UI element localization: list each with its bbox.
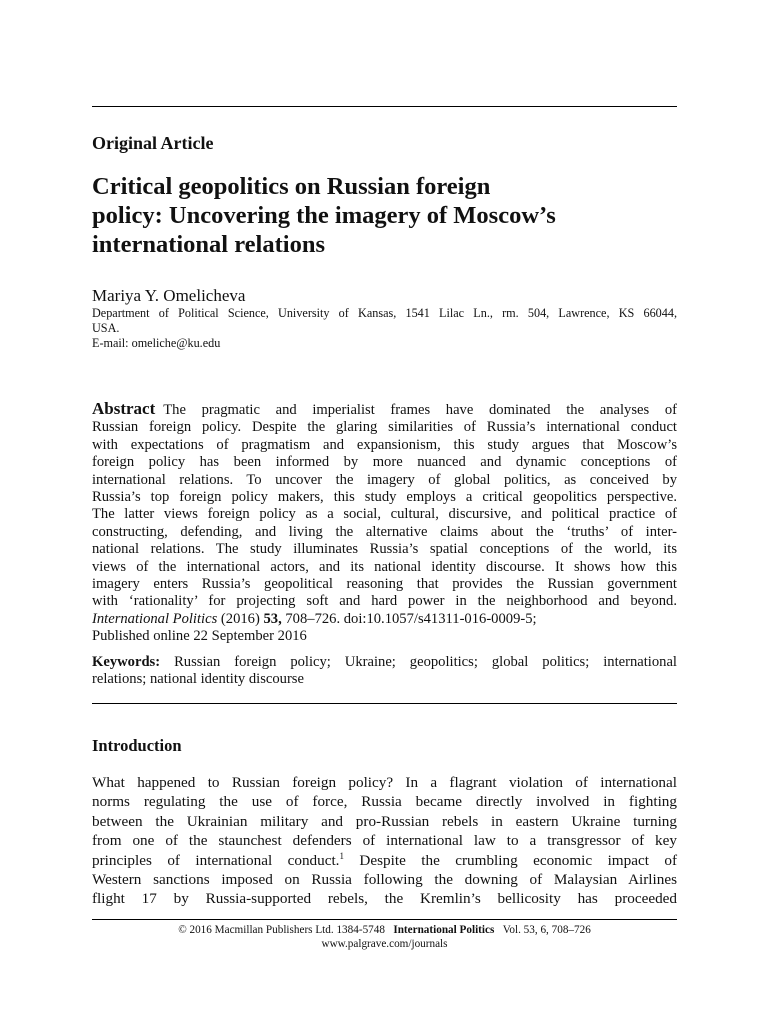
- citation-line: [92, 611, 677, 628]
- abstract-line: international relations. To uncover the imagery of global politics, as conceived by: [92, 471, 677, 488]
- copyright: © 2016 Macmillan Publishers Ltd. 1384-5748: [178, 924, 385, 936]
- keywords-label: Keywords:: [92, 654, 161, 670]
- keywords-line: [92, 654, 677, 671]
- footer-rule: [92, 919, 677, 920]
- keywords-text: Russian foreign policy; Ukraine; geopolitics; global politics; international: [174, 654, 677, 670]
- body-text: Despite the crumbling economic impact of: [343, 851, 677, 869]
- body-text: principles of international conduct.: [92, 851, 340, 869]
- citation-year: (2016): [217, 610, 264, 627]
- footer-journal: International Politics: [393, 924, 495, 936]
- abstract-line: imagery enters Russia’s geopolitical reasoning that provides the Russian government: [92, 576, 677, 593]
- title-line: international relations: [92, 231, 325, 258]
- keywords: [92, 654, 677, 689]
- abstract-line: The latter views foreign policy as a social, cultural, discursive, and political practice of: [92, 506, 677, 523]
- abstract-line: views of the international actors, and its national identity discourse. It shows how this: [92, 558, 677, 575]
- abstract-line: with ‘rationality’ for projecting soft and hard power in the neighborhood and beyond.: [92, 593, 677, 610]
- footer-line: [92, 923, 677, 937]
- body-line: [92, 851, 677, 870]
- footnote-ref[interactable]: 1: [339, 850, 344, 861]
- article-title: [92, 172, 677, 259]
- body-line: What happened to Russian foreign policy? In a flagrant violation of international: [92, 774, 677, 791]
- journal-url[interactable]: www.palgrave.com/journals: [321, 938, 448, 950]
- body-line: Western sanctions imposed on Russia following the downing of Malaysian Airlines: [92, 871, 677, 889]
- abstract-line: foreign policy has been informed by more nuanced and dynamic conceptions of: [92, 454, 677, 471]
- body-line: norms regulating the use of force, Russia became directly involved in fighting: [92, 793, 677, 811]
- citation-rest: 708–726. doi:10.1057/s41311-016-0009-5;: [281, 610, 537, 627]
- abstract-line: constructing, defending, and living the alternative claims about the ‘truths’ of inter-: [92, 523, 677, 540]
- abstract-text: The pragmatic and imperialist frames have dominated the analyses of: [163, 402, 677, 418]
- section-heading: Introduction: [92, 736, 182, 755]
- body-line: flight 17 by Russia-supported rebels, the Kremlin’s bellicosity has proceeded: [92, 890, 677, 908]
- affiliation-line: Department of Political Science, University of Kansas, 1541 Lilac Ln., rm. 504, Lawrence, KS 66044,: [92, 306, 677, 320]
- email: E-mail: omeliche@ku.edu: [92, 336, 221, 350]
- citation-journal: International Politics: [92, 610, 218, 627]
- published-online: Published online 22 September 2016: [92, 628, 307, 645]
- footer: [92, 923, 677, 951]
- section-rule: [92, 703, 677, 704]
- title-line: policy: Uncovering the imagery of Moscow’s: [92, 202, 556, 229]
- abstract-line: Russian foreign policy. Despite the glaring similarities of Russia’s international conduct: [92, 419, 677, 436]
- top-rule: [92, 106, 677, 107]
- keywords-line: relations; national identity discourse: [92, 671, 304, 688]
- abstract-line: Russia’s top foreign policy makers, this study employs a critical geopolitics perspective.: [92, 489, 677, 506]
- body-line: from one of the staunchest defenders of international law to a transgressor of key: [92, 832, 677, 850]
- body-line: between the Ukrainian military and pro-Russian rebels in eastern Ukraine turning: [92, 812, 677, 830]
- title-line: Critical geopolitics on Russian foreign: [92, 173, 491, 200]
- affiliation-line: USA.: [92, 321, 120, 335]
- introduction-body: [92, 773, 677, 909]
- abstract: [92, 400, 677, 646]
- abstract-line: national relations. The study illuminates Russia’s spatial conceptions of the world, its: [92, 541, 677, 558]
- abstract-first-line: [92, 400, 677, 419]
- article-type: Original Article: [92, 133, 214, 153]
- abstract-label: Abstract: [92, 399, 156, 418]
- abstract-line: with expectations of pragmatism and expansionism, this study argues that Moscow’s: [92, 436, 677, 453]
- author-name: Mariya Y. Omelicheva: [92, 286, 246, 305]
- affiliation: [92, 306, 677, 351]
- footer-volume: Vol. 53, 6, 708–726: [502, 924, 591, 936]
- citation-volume: 53,: [263, 610, 282, 627]
